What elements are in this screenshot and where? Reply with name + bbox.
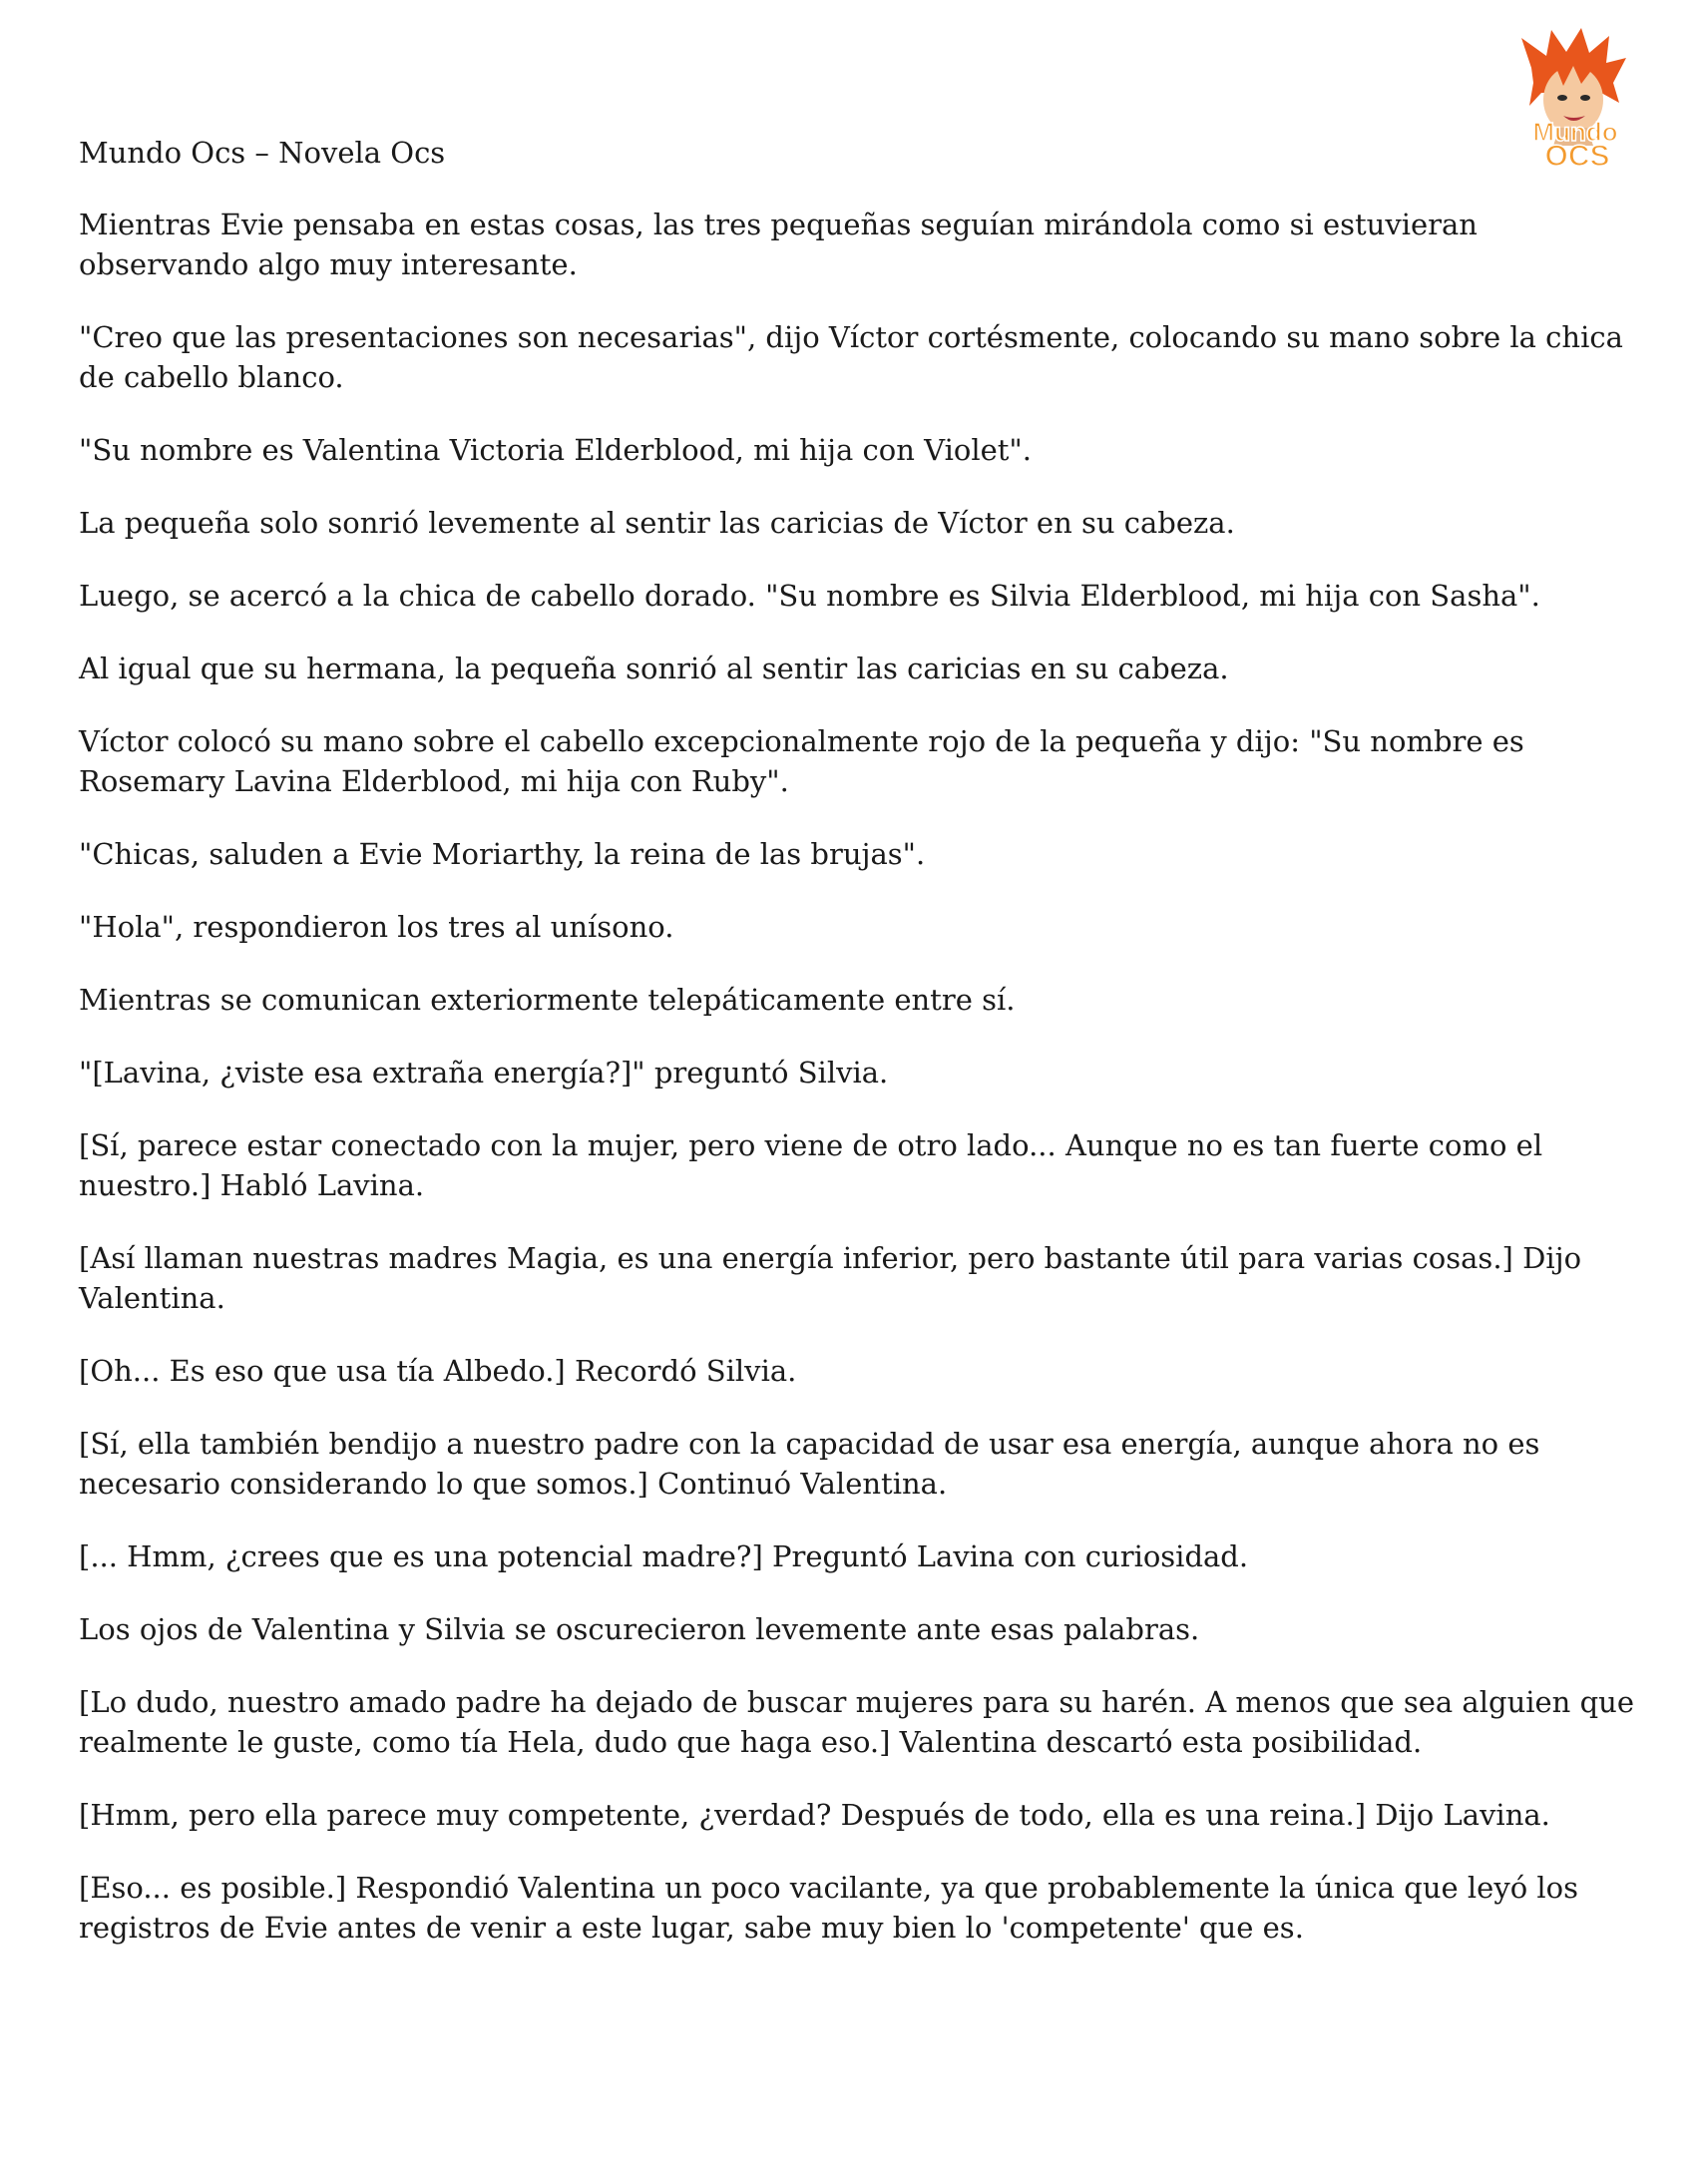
paragraph: [Sí, parece estar conectado con la mujer, pero viene de otro lado... Aunque no es tan fuerte como el nuestro.] Habló Lavina. bbox=[79, 1128, 1543, 1202]
paragraph: [Eso... es posible.] Respondió Valentina un poco vacilante, ya que probablemente la única que leyó los registros de Evie antes de venir a este lugar, sabe muy bien lo 'competente' que es. bbox=[79, 1871, 1579, 1945]
paragraph: Mientras Evie pensaba en estas cosas, las tres pequeñas seguían mirándola como si estuvieran observando algo muy interesante. bbox=[79, 208, 1478, 281]
mundo-ocs-logo bbox=[1501, 28, 1649, 173]
paragraph: "Hola", respondieron los tres al unísono. bbox=[79, 910, 674, 944]
paragraph: La pequeña solo sonrió levemente al sentir las caricias de Víctor en su cabeza. bbox=[79, 506, 1235, 540]
paragraph: Mientras se comunican exteriormente telepáticamente entre sí. bbox=[79, 983, 1016, 1017]
paragraph: "[Lavina, ¿viste esa extraña energía?]" preguntó Silvia. bbox=[79, 1056, 889, 1090]
paragraph: [Hmm, pero ella parece muy competente, ¿verdad? Después de todo, ella es una reina.] Dijo Lavina. bbox=[79, 1798, 1550, 1832]
page-header-title: Mundo Ocs – Novela Ocs bbox=[79, 136, 446, 170]
paragraph: [... Hmm, ¿crees que es una potencial madre?] Preguntó Lavina con curiosidad. bbox=[79, 1539, 1249, 1573]
body-text bbox=[79, 205, 1655, 1980]
paragraph: "Creo que las presentaciones son necesarias", dijo Víctor cortésmente, colocando su mano sobre la chica de cabello blanco. bbox=[79, 320, 1623, 394]
paragraph: [Sí, ella también bendijo a nuestro padre con la capacidad de usar esa energía, aunque ahora no es necesario considerando lo que somos.] Continuó Valentina. bbox=[79, 1427, 1540, 1501]
paragraph: [Lo dudo, nuestro amado padre ha dejado de buscar mujeres para su harén. A menos que sea alguien que realmente le guste, como tía Hela, dudo que haga eso.] Valentina descartó esta posibilidad. bbox=[79, 1685, 1634, 1759]
logo-text-top: Mundo bbox=[1532, 117, 1618, 147]
paragraph: Los ojos de Valentina y Silvia se oscurecieron levemente ante esas palabras. bbox=[79, 1612, 1200, 1646]
paragraph: Víctor colocó su mano sobre el cabello excepcionalmente rojo de la pequeña y dijo: "Su nombre es Rosemary Lavina Elderblood, mi hija con Ruby". bbox=[79, 724, 1524, 798]
logo-text-bottom: OCS bbox=[1544, 140, 1610, 173]
paragraph: Luego, se acercó a la chica de cabello dorado. "Su nombre es Silvia Elderblood, mi hija con Sasha". bbox=[79, 579, 1540, 613]
paragraph: "Su nombre es Valentina Victoria Elderblood, mi hija con Violet". bbox=[79, 433, 1032, 467]
paragraph: [Así llaman nuestras madres Magia, es una energía inferior, pero bastante útil para varias cosas.] Dijo Valentina. bbox=[79, 1241, 1582, 1315]
paragraph: "Chicas, saluden a Evie Moriarthy, la reina de las brujas". bbox=[79, 837, 926, 871]
paragraph: [Oh... Es eso que usa tía Albedo.] Recordó Silvia. bbox=[79, 1354, 797, 1388]
paragraph: Al igual que su hermana, la pequeña sonrió al sentir las caricias en su cabeza. bbox=[79, 652, 1229, 685]
